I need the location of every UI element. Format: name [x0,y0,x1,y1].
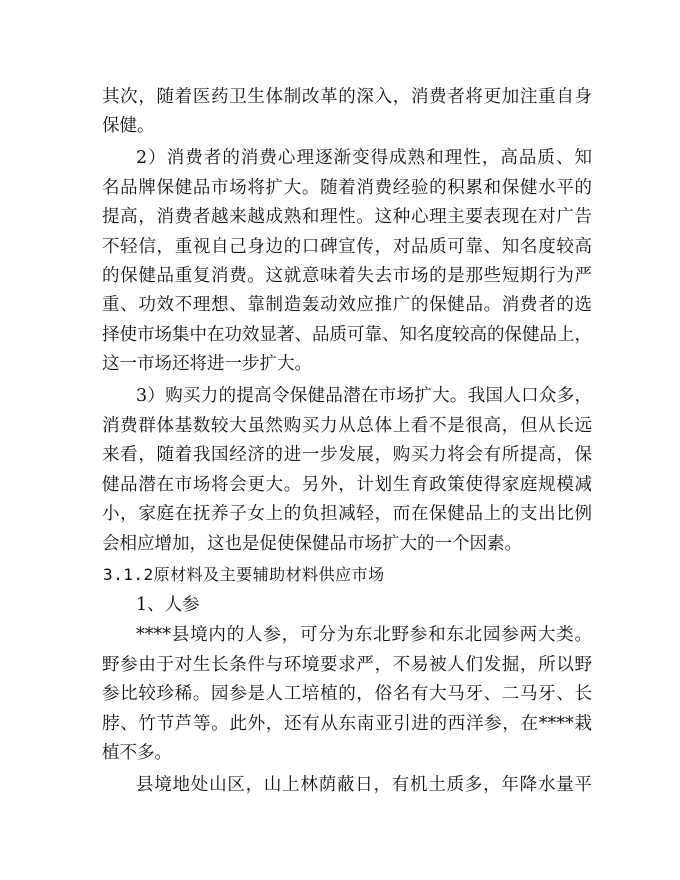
text-line: 保健。 [102,116,155,136]
text-line: 野参由于对生长条件与环境要求严，不易被人们发掘，所以野 [102,655,592,675]
text-line: 重、功效不理想、靠制造轰动效应推广的保健品。消费者的选 [102,295,592,315]
text-line: 其次，随着医药卫生体制改革的深入，消费者将更加注重自身 [102,87,592,107]
text-line: 来看，随着我国经济的进一步发展，购买力将会有所提高，保 [102,445,592,465]
subsection-heading: 1、人参 [136,595,200,615]
text-line: 名品牌保健品市场将扩大。随着消费经验的积累和保健水平的 [102,178,592,198]
text-line: 消费群体基数较大虽然购买力从总体上看不是很高，但从长远 [102,416,592,436]
text-line: 脖、竹节芦等。此外，还有从东南亚引进的西洋参，在****栽 [102,714,592,734]
text-line: 这一市场还将进一步扩大。 [102,354,312,374]
text-line: 的保健品重复消费。这就意味着失去市场的是那些短期行为严 [102,266,592,286]
text-line: 健品潜在市场将会更大。另外，计划生育政策使得家庭规模减 [102,475,592,495]
text-line: ****县境内的人参，可分为东北野参和东北园参两大类。 [136,625,592,645]
text-line: 植不多。 [102,743,172,763]
text-line: 小，家庭在抚养子女上的负担减轻，而在保健品上的支出比例 [102,504,592,524]
text-line: 不轻信，重视自己身边的口碑宣传，对品质可靠、知名度较高 [102,237,592,257]
text-line: 2）消费者的消费心理逐渐变得成熟和理性，高品质、知 [136,148,592,168]
text-line: 县境地处山区，山上林荫蔽日，有机土质多，年降水量平 [136,775,592,795]
text-line: 3）购买力的提高令保健品潜在市场扩大。我国人口众多， [136,386,592,406]
text-line: 提高，消费者越来越成熟和理性。这种心理主要表现在对广告 [102,207,592,227]
text-line: 参比较珍稀。园参是人工培植的，俗名有大马牙、二马牙、长 [102,684,592,704]
text-line: 会相应增加，这也是促使保健品市场扩大的一个因素。 [102,534,522,554]
section-heading: 3.1.2原材料及主要辅助材料供应市场 [103,565,385,584]
text-line: 择使市场集中在功效显著、品质可靠、知名度较高的保健品上， [102,325,592,345]
